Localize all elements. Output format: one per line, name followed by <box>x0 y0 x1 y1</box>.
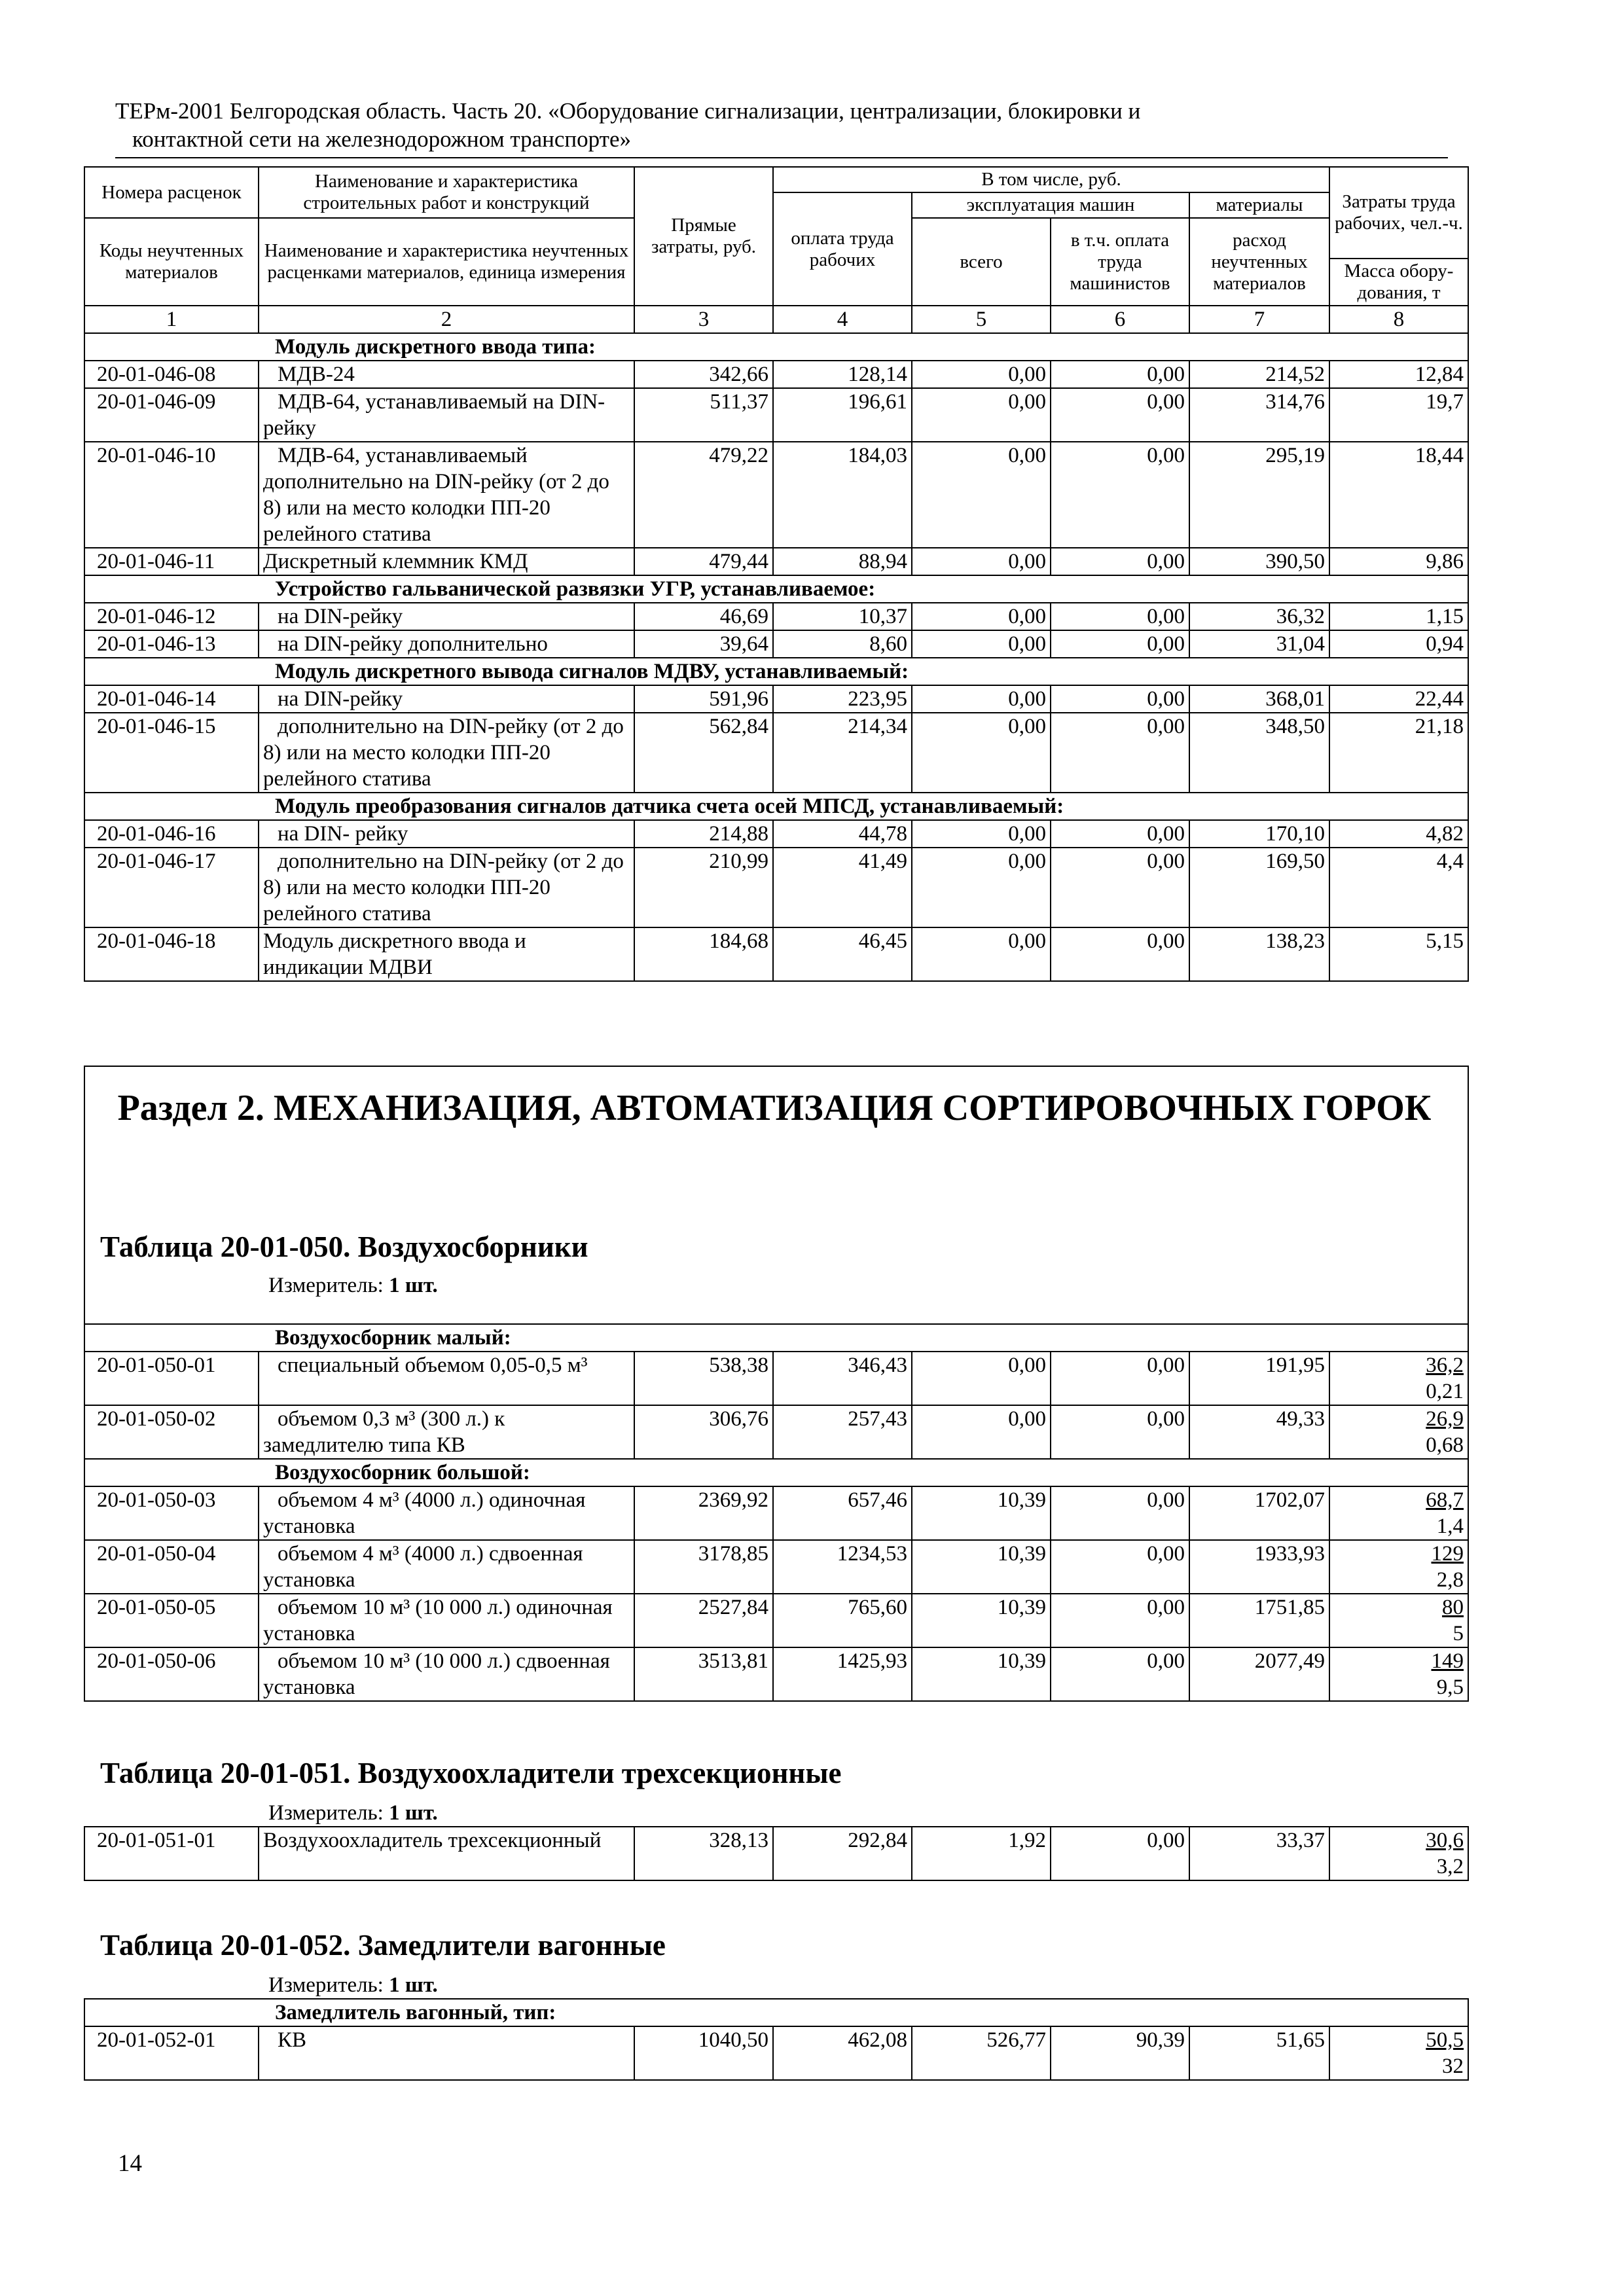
col-header-equipment-mass: Масса обору-дования, т <box>1329 259 1468 306</box>
rate-name <box>259 713 634 793</box>
direct-cost: 328,13 <box>634 1827 773 1880</box>
table-row <box>84 713 1468 793</box>
rate-name-text: дополнительно на DIN-рейку (от 2 до 8) или на место колодки ПП-20 релейного статива <box>263 715 624 791</box>
table-title: Таблица 20-01-051. Воздухоохладители трехсекционные <box>100 1757 842 1789</box>
rate-name <box>259 848 634 927</box>
rate-name-text: МДВ-64, устанавливаемый на DIN-рейку <box>263 390 605 440</box>
materials: 1751,85 <box>1189 1594 1329 1647</box>
col-header-labor-hours: Затраты труда рабочих, чел.-ч. <box>1329 167 1468 259</box>
table-row <box>84 2026 1468 2080</box>
operator-pay: 0,00 <box>1051 713 1189 793</box>
rate-name <box>259 603 634 630</box>
direct-cost: 2369,92 <box>634 1486 773 1540</box>
labor-hours: 5,15 <box>1329 927 1468 981</box>
rate-name-text: дополнительно на DIN-рейку (от 2 до 8) или на место колодки ПП-20 релейного статива <box>263 850 624 925</box>
materials: 368,01 <box>1189 685 1329 713</box>
rate-name-text: объемом 4 м³ (4000 л.) сдвоенная установка <box>263 1542 583 1592</box>
rate-name: Модуль дискретного ввода и индикации МДВИ <box>259 927 634 981</box>
col-header-machines-total: всего <box>912 218 1051 306</box>
materials: 138,23 <box>1189 927 1329 981</box>
materials: 49,33 <box>1189 1405 1329 1459</box>
header-rule <box>115 157 1448 158</box>
rate-name <box>259 820 634 848</box>
col-header-direct-costs: Прямые затраты, руб. <box>634 167 773 306</box>
direct-cost: 306,76 <box>634 1405 773 1459</box>
labor-hours: 36,2 <box>1426 1354 1464 1377</box>
table-row <box>84 548 1468 575</box>
hours-and-mass <box>1329 1486 1468 1540</box>
labor-pay: 765,60 <box>773 1594 912 1647</box>
col-header-material-codes: Коды неучтенных материалов <box>84 218 259 306</box>
rate-name-text: МДВ-24 <box>278 363 355 386</box>
col-header-including: В том числе, руб. <box>773 167 1329 192</box>
operator-pay: 0,00 <box>1051 1540 1189 1594</box>
rate-name-text: специальный объемом 0,05-0,5 м³ <box>278 1354 588 1377</box>
group-heading: Устройство гальванической развязки УГР, устанавливаемое: <box>84 575 1468 603</box>
table-row <box>84 603 1468 630</box>
machines-total: 0,00 <box>912 603 1051 630</box>
operator-pay: 0,00 <box>1051 1486 1189 1540</box>
direct-cost: 210,99 <box>634 848 773 927</box>
labor-pay: 292,84 <box>773 1827 912 1880</box>
machines-total: 0,00 <box>912 442 1051 548</box>
machines-total: 0,00 <box>912 713 1051 793</box>
rate-code: 20-01-046-18 <box>84 927 259 981</box>
direct-cost: 562,84 <box>634 713 773 793</box>
labor-pay: 1425,93 <box>773 1647 912 1701</box>
hours-and-mass <box>1329 1827 1468 1880</box>
rate-name-text: объемом 10 м³ (10 000 л.) сдвоенная установка <box>263 1649 610 1699</box>
equipment-mass: 1,4 <box>1436 1515 1464 1538</box>
machines-total: 0,00 <box>912 361 1051 388</box>
rate-name <box>259 361 634 388</box>
machines-total: 0,00 <box>912 548 1051 575</box>
col-header-codes: Номера расценок <box>84 167 259 218</box>
col-number: 7 <box>1189 306 1329 333</box>
hours-and-mass <box>1329 1405 1468 1459</box>
machines-total: 0,00 <box>912 927 1051 981</box>
labor-hours: 26,9 <box>1426 1407 1464 1431</box>
rate-name <box>259 1405 634 1459</box>
labor-pay: 214,34 <box>773 713 912 793</box>
labor-hours: 149 <box>1431 1649 1464 1673</box>
rates-table-046 <box>84 166 1469 982</box>
labor-hours: 129 <box>1431 1542 1464 1566</box>
machines-total: 0,00 <box>912 630 1051 658</box>
machines-total: 0,00 <box>912 1352 1051 1405</box>
col-number: 4 <box>773 306 912 333</box>
direct-cost: 1040,50 <box>634 2026 773 2080</box>
rate-code: 20-01-046-10 <box>84 442 259 548</box>
labor-hours: 22,44 <box>1329 685 1468 713</box>
labor-hours: 30,6 <box>1426 1829 1464 1852</box>
direct-cost: 3513,81 <box>634 1647 773 1701</box>
rate-name-text: на DIN- рейку <box>278 822 408 846</box>
machines-total: 10,39 <box>912 1594 1051 1647</box>
col-number: 8 <box>1329 306 1468 333</box>
rate-code: 20-01-050-01 <box>84 1352 259 1405</box>
rate-name <box>259 1486 634 1540</box>
measure-label-text: Измеритель: <box>268 1274 384 1297</box>
machines-total: 0,00 <box>912 685 1051 713</box>
col-header-materials: материалы <box>1189 192 1329 218</box>
labor-pay: 128,14 <box>773 361 912 388</box>
table-title: Таблица 20-01-052. Замедлители вагонные <box>100 1929 666 1962</box>
equipment-mass: 32 <box>1442 2054 1464 2078</box>
rate-code: 20-01-051-01 <box>84 1827 259 1880</box>
group-heading: Воздухосборник малый: <box>84 1324 1468 1352</box>
rate-name-text: КВ <box>278 2028 307 2052</box>
rate-name-text: на DIN-рейку дополнительно <box>278 632 548 656</box>
hours-and-mass <box>1329 1540 1468 1594</box>
page-number: 14 <box>118 2150 142 2177</box>
materials: 191,95 <box>1189 1352 1329 1405</box>
measure-value: 1 шт. <box>389 1973 438 1997</box>
labor-pay: 257,43 <box>773 1405 912 1459</box>
section-frame <box>84 1298 1468 1324</box>
materials: 1933,93 <box>1189 1540 1329 1594</box>
rate-name <box>259 685 634 713</box>
table-row <box>84 848 1468 927</box>
section-heading: Раздел 2. МЕХАНИЗАЦИЯ, АВТОМАТИЗАЦИЯ СОРТИРОВОЧНЫХ ГОРОК <box>117 1088 1432 1128</box>
table-row <box>84 1827 1468 1880</box>
rate-name-text: объемом 4 м³ (4000 л.) одиночная установка <box>263 1488 586 1538</box>
measure-label-text: Измеритель: <box>268 1973 384 1997</box>
col-header-unaccounted-materials: расход неучтенных материалов <box>1189 218 1329 306</box>
direct-cost: 511,37 <box>634 388 773 442</box>
direct-cost: 46,69 <box>634 603 773 630</box>
table-row <box>84 927 1468 981</box>
rate-code: 20-01-046-16 <box>84 820 259 848</box>
direct-cost: 538,38 <box>634 1352 773 1405</box>
materials: 51,65 <box>1189 2026 1329 2080</box>
measure-value: 1 шт. <box>389 1801 438 1825</box>
table-row <box>84 1352 1468 1405</box>
rate-name-text: объемом 10 м³ (10 000 л.) одиночная установка <box>263 1596 613 1645</box>
operator-pay: 0,00 <box>1051 361 1189 388</box>
equipment-mass: 0,21 <box>1426 1380 1464 1403</box>
rate-name <box>259 630 634 658</box>
header-line-1: ТЕРм-2001 Белгородская область. Часть 20. «Оборудование сигнализации, централизации, блокировки и <box>115 98 1141 124</box>
rate-name: Воздухоохладитель трехсекционный <box>259 1827 634 1880</box>
header-line-2: контактной сети на железнодорожном транспорте» <box>132 126 631 152</box>
rate-name <box>259 2026 634 2080</box>
col-header-material-name: Наименование и характеристика неучтенных расценками материалов, единица измерения <box>259 218 634 306</box>
rate-code: 20-01-046-12 <box>84 603 259 630</box>
direct-cost: 39,64 <box>634 630 773 658</box>
hours-and-mass <box>1329 2026 1468 2080</box>
labor-hours: 4,82 <box>1329 820 1468 848</box>
rate-name <box>259 442 634 548</box>
group-heading: Модуль дискретного ввода типа: <box>84 333 1468 361</box>
rate-code: 20-01-046-11 <box>84 548 259 575</box>
rate-code: 20-01-046-17 <box>84 848 259 927</box>
rate-code: 20-01-046-15 <box>84 713 259 793</box>
labor-hours: 19,7 <box>1329 388 1468 442</box>
col-header-name: Наименование и характеристика строительных работ и конструкций <box>259 167 634 218</box>
table-row <box>84 361 1468 388</box>
machines-total: 10,39 <box>912 1540 1051 1594</box>
measure-value: 1 шт. <box>389 1274 438 1297</box>
table-row <box>84 1405 1468 1459</box>
operator-pay: 0,00 <box>1051 848 1189 927</box>
labor-hours: 4,4 <box>1329 848 1468 927</box>
direct-cost: 479,22 <box>634 442 773 548</box>
rate-name-text: на DIN-рейку <box>278 605 403 628</box>
group-heading: Замедлитель вагонный, тип: <box>84 1999 1468 2026</box>
operator-pay: 0,00 <box>1051 603 1189 630</box>
materials: 169,50 <box>1189 848 1329 927</box>
machines-total: 10,39 <box>912 1486 1051 1540</box>
equipment-mass: 5 <box>1453 1622 1464 1645</box>
rate-name <box>259 1352 634 1405</box>
hours-and-mass <box>1329 1594 1468 1647</box>
labor-hours: 68,7 <box>1426 1488 1464 1512</box>
table-row <box>84 1647 1468 1701</box>
labor-hours: 9,86 <box>1329 548 1468 575</box>
rate-name <box>259 388 634 442</box>
labor-pay: 223,95 <box>773 685 912 713</box>
rate-name <box>259 1540 634 1594</box>
equipment-mass: 9,5 <box>1436 1676 1464 1699</box>
labor-pay: 41,49 <box>773 848 912 927</box>
labor-pay: 88,94 <box>773 548 912 575</box>
direct-cost: 2527,84 <box>634 1594 773 1647</box>
rate-code: 20-01-050-03 <box>84 1486 259 1540</box>
measure-label <box>268 1972 438 1998</box>
document-header <box>115 97 1464 153</box>
direct-cost: 3178,85 <box>634 1540 773 1594</box>
labor-pay: 462,08 <box>773 2026 912 2080</box>
labor-hours: 0,94 <box>1329 630 1468 658</box>
col-number: 1 <box>84 306 259 333</box>
labor-hours: 50,5 <box>1426 2028 1464 2052</box>
materials: 170,10 <box>1189 820 1329 848</box>
machines-total: 0,00 <box>912 848 1051 927</box>
operator-pay: 0,00 <box>1051 548 1189 575</box>
rate-name-text: объемом 0,3 м³ (300 л.) к замедлителю типа КВ <box>263 1407 505 1457</box>
operator-pay: 0,00 <box>1051 442 1189 548</box>
materials: 33,37 <box>1189 1827 1329 1880</box>
operator-pay: 0,00 <box>1051 1827 1189 1880</box>
hours-and-mass <box>1329 1647 1468 1701</box>
materials: 2077,49 <box>1189 1647 1329 1701</box>
direct-cost: 214,88 <box>634 820 773 848</box>
col-header-labor-pay: оплата труда рабочих <box>773 192 912 306</box>
machines-total: 10,39 <box>912 1647 1051 1701</box>
col-number: 5 <box>912 306 1051 333</box>
operator-pay: 0,00 <box>1051 1405 1189 1459</box>
rate-code: 20-01-052-01 <box>84 2026 259 2080</box>
operator-pay: 0,00 <box>1051 685 1189 713</box>
rates-table-051 <box>84 1826 1469 1881</box>
direct-cost: 342,66 <box>634 361 773 388</box>
rate-code: 20-01-050-04 <box>84 1540 259 1594</box>
operator-pay: 0,00 <box>1051 388 1189 442</box>
labor-pay: 184,03 <box>773 442 912 548</box>
labor-hours: 80 <box>1442 1596 1464 1619</box>
materials: 1702,07 <box>1189 1486 1329 1540</box>
table-row <box>84 388 1468 442</box>
operator-pay: 0,00 <box>1051 820 1189 848</box>
labor-pay: 46,45 <box>773 927 912 981</box>
table-row <box>84 1486 1468 1540</box>
materials: 390,50 <box>1189 548 1329 575</box>
rate-code: 20-01-050-06 <box>84 1647 259 1701</box>
rates-table-052 <box>84 1998 1469 2081</box>
labor-hours: 18,44 <box>1329 442 1468 548</box>
rate-code: 20-01-046-08 <box>84 361 259 388</box>
col-number: 6 <box>1051 306 1189 333</box>
operator-pay: 0,00 <box>1051 1352 1189 1405</box>
labor-pay: 657,46 <box>773 1486 912 1540</box>
table-row <box>84 820 1468 848</box>
direct-cost: 479,44 <box>634 548 773 575</box>
measure-label <box>268 1272 438 1299</box>
operator-pay: 0,00 <box>1051 630 1189 658</box>
equipment-mass: 3,2 <box>1436 1855 1464 1878</box>
labor-hours: 1,15 <box>1329 603 1468 630</box>
rates-table-050 <box>84 1066 1469 1702</box>
table-row <box>84 630 1468 658</box>
labor-hours: 12,84 <box>1329 361 1468 388</box>
table-row <box>84 685 1468 713</box>
measure-label <box>268 1800 438 1826</box>
materials: 36,32 <box>1189 603 1329 630</box>
table-title: Таблица 20-01-050. Воздухосборники <box>100 1230 588 1263</box>
col-header-operator-pay: в т.ч. оплата труда машинистов <box>1051 218 1189 306</box>
materials: 348,50 <box>1189 713 1329 793</box>
labor-pay: 346,43 <box>773 1352 912 1405</box>
operator-pay: 0,00 <box>1051 927 1189 981</box>
measure-label-text: Измеритель: <box>268 1801 384 1825</box>
materials: 314,76 <box>1189 388 1329 442</box>
labor-pay: 196,61 <box>773 388 912 442</box>
direct-cost: 591,96 <box>634 685 773 713</box>
materials: 295,19 <box>1189 442 1329 548</box>
direct-cost: 184,68 <box>634 927 773 981</box>
group-heading: Модуль дискретного вывода сигналов МДВУ, устанавливаемый: <box>84 658 1468 685</box>
rate-code: 20-01-050-05 <box>84 1594 259 1647</box>
machines-total: 0,00 <box>912 388 1051 442</box>
rate-code: 20-01-046-09 <box>84 388 259 442</box>
labor-pay: 8,60 <box>773 630 912 658</box>
equipment-mass: 0,68 <box>1426 1433 1464 1457</box>
table-row <box>84 1540 1468 1594</box>
hours-and-mass <box>1329 1352 1468 1405</box>
rate-name <box>259 1594 634 1647</box>
operator-pay: 0,00 <box>1051 1594 1189 1647</box>
rate-code: 20-01-050-02 <box>84 1405 259 1459</box>
col-number: 3 <box>634 306 773 333</box>
rate-name-text: МДВ-64, устанавливаемый дополнительно на DIN-рейку (от 2 до 8) или на место колодки ПП-20 релейного статива <box>263 444 609 546</box>
labor-pay: 1234,53 <box>773 1540 912 1594</box>
rate-code: 20-01-046-14 <box>84 685 259 713</box>
group-heading: Модуль преобразования сигналов датчика счета осей МПСД, устанавливаемый: <box>84 793 1468 820</box>
labor-pay: 44,78 <box>773 820 912 848</box>
equipment-mass: 2,8 <box>1436 1568 1464 1592</box>
rate-code: 20-01-046-13 <box>84 630 259 658</box>
operator-pay: 90,39 <box>1051 2026 1189 2080</box>
machines-total: 0,00 <box>912 1405 1051 1459</box>
labor-pay: 10,37 <box>773 603 912 630</box>
table-row <box>84 442 1468 548</box>
group-heading: Воздухосборник большой: <box>84 1459 1468 1486</box>
materials: 214,52 <box>1189 361 1329 388</box>
materials: 31,04 <box>1189 630 1329 658</box>
machines-total: 0,00 <box>912 820 1051 848</box>
rate-name-text: на DIN-рейку <box>278 687 403 711</box>
operator-pay: 0,00 <box>1051 1647 1189 1701</box>
col-number: 2 <box>259 306 634 333</box>
machines-total: 1,92 <box>912 1827 1051 1880</box>
col-header-machines: эксплуатация машин <box>912 192 1189 218</box>
rate-name <box>259 1647 634 1701</box>
table-row <box>84 1594 1468 1647</box>
labor-hours: 21,18 <box>1329 713 1468 793</box>
machines-total: 526,77 <box>912 2026 1051 2080</box>
rate-name: Дискретный клеммник КМД <box>259 548 634 575</box>
